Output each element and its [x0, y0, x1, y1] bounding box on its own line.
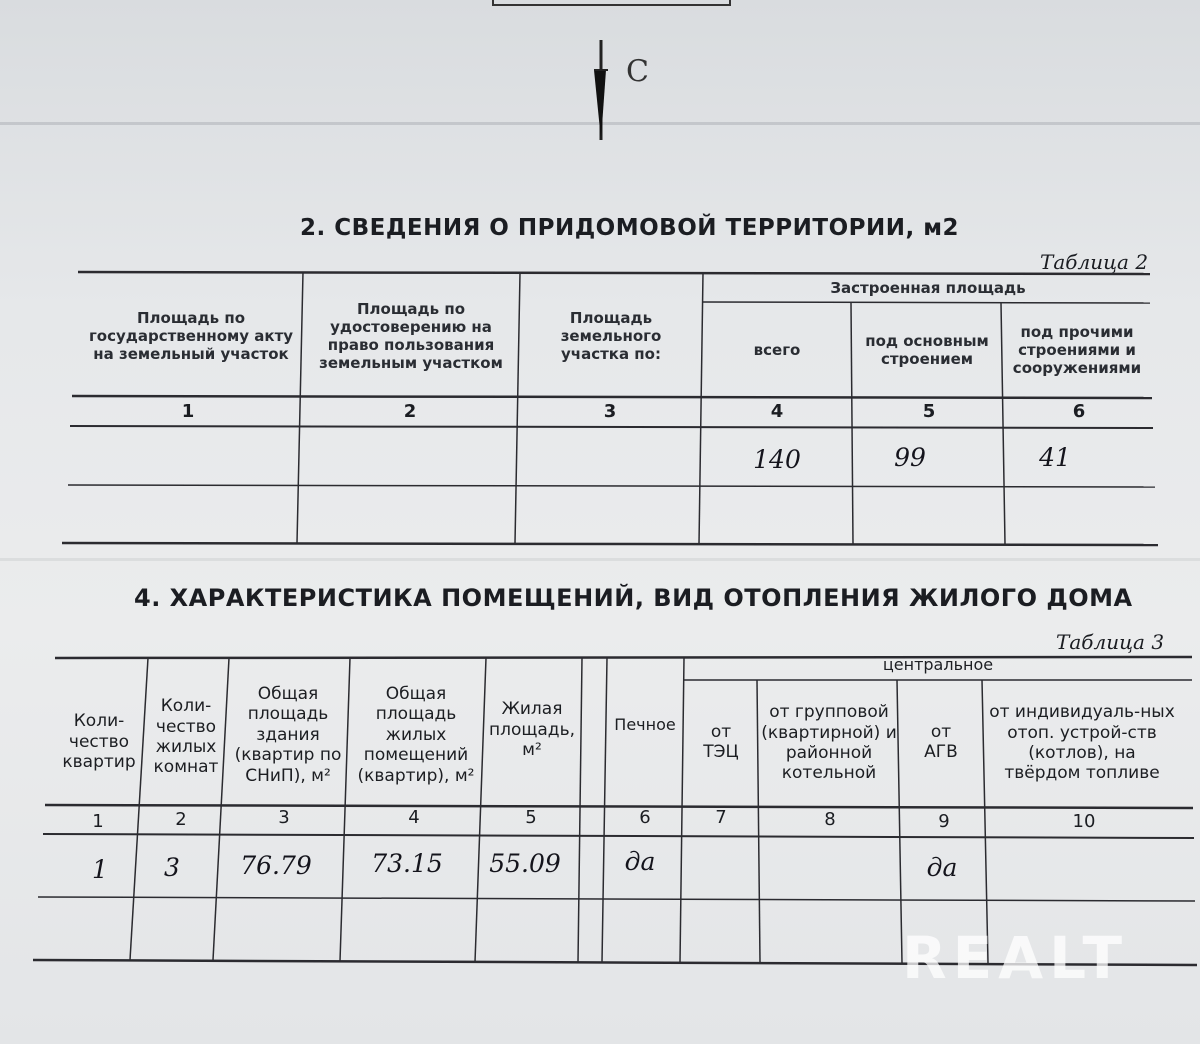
- s4-colnum-8: 8: [824, 809, 836, 831]
- s2-colnum-1: 1: [181, 401, 195, 423]
- section4-title: 4. ХАРАКТЕРИСТИКА ПОМЕЩЕНИЙ, ВИД ОТОПЛЕНИЯ ЖИЛОГО ДОМА: [134, 584, 1133, 612]
- s2-value-other-buildings: 41: [1039, 442, 1071, 472]
- s4-group-header: центральное: [882, 655, 994, 675]
- watermark-logo: REALT: [902, 924, 1129, 992]
- s4-value-agv: да: [926, 853, 958, 882]
- s4-value-total-area-living: 73.15: [371, 849, 443, 878]
- section2-title: 2. СВЕДЕНИЯ О ПРИДОМОВОЙ ТЕРРИТОРИИ, м2: [300, 215, 960, 241]
- s2-colnum-4: 4: [770, 401, 784, 423]
- s4-value-stove: да: [624, 847, 656, 876]
- s2-colnum-3: 3: [603, 401, 617, 423]
- s4-colnum-6: 6: [639, 807, 651, 829]
- s4-value-living-area: 55.09: [489, 849, 561, 878]
- s2-header-2: Площадь по удостоверению на право пользования земельным участком: [319, 300, 503, 372]
- s2-header-4: всего: [753, 341, 801, 359]
- section2-table-caption: Таблица 2: [1040, 250, 1149, 274]
- s4-value-boiler: [760, 840, 900, 896]
- s4-colnum-10: 10: [1072, 811, 1096, 833]
- s4-header-7: от ТЭЦ: [703, 721, 739, 762]
- s2-colnum-5: 5: [922, 401, 936, 423]
- s4-header-6: Печное: [614, 715, 676, 735]
- s2-value-main-building: 99: [894, 442, 926, 472]
- s4-value-individual: [986, 840, 1182, 896]
- s2-colnum-6: 6: [1072, 401, 1086, 423]
- s4-colnum-5: 5: [525, 807, 537, 829]
- s4-value-rooms: 3: [164, 853, 180, 882]
- s4-header-4: Общая площадь жилых помещений (квартир), м²: [357, 684, 475, 786]
- s4-header-3: Общая площадь здания (квартир по СНиП), м²: [234, 684, 342, 786]
- s2-group-header: Застроенная площадь: [830, 279, 1026, 297]
- s2-header-6: под прочими строениями и сооружениями: [1012, 323, 1142, 377]
- s4-colnum-1: 1: [92, 811, 104, 833]
- north-letter: С: [626, 54, 649, 89]
- s4-value-total-area-building: 76.79: [240, 851, 312, 880]
- s4-colnum-9: 9: [938, 811, 950, 833]
- s4-header-10: от индивидуаль-ных отоп. устрой-ств (котлов), на твёрдом топливе: [989, 702, 1175, 784]
- s4-colnum-2: 2: [175, 809, 187, 831]
- s2-colnum-2: 2: [403, 401, 417, 423]
- s4-value-apartments: 1: [92, 855, 108, 884]
- s4-colnum-7: 7: [715, 807, 727, 829]
- section4-table-caption: Таблица 3: [1056, 630, 1165, 654]
- s4-value-tec: [680, 840, 758, 896]
- s4-colnum-4: 4: [408, 807, 420, 829]
- s2-header-1: Площадь по государственному акту на земельный участок: [88, 309, 294, 363]
- s4-header-5: Жилая площадь, м²: [489, 699, 575, 761]
- s2-value-built-total: 140: [753, 444, 801, 474]
- s4-header-1: Коли-чество квартир: [62, 711, 136, 773]
- s2-header-5: под основным строением: [865, 332, 989, 368]
- s2-header-3: Площадь земельного участка по:: [560, 309, 662, 363]
- s4-header-2: Коли-чество жилых комнат: [153, 696, 219, 778]
- s4-colnum-3: 3: [278, 807, 290, 829]
- s4-header-8: от групповой (квартирной) и районной котельной: [761, 702, 897, 784]
- s4-header-9: от АГВ: [924, 721, 958, 762]
